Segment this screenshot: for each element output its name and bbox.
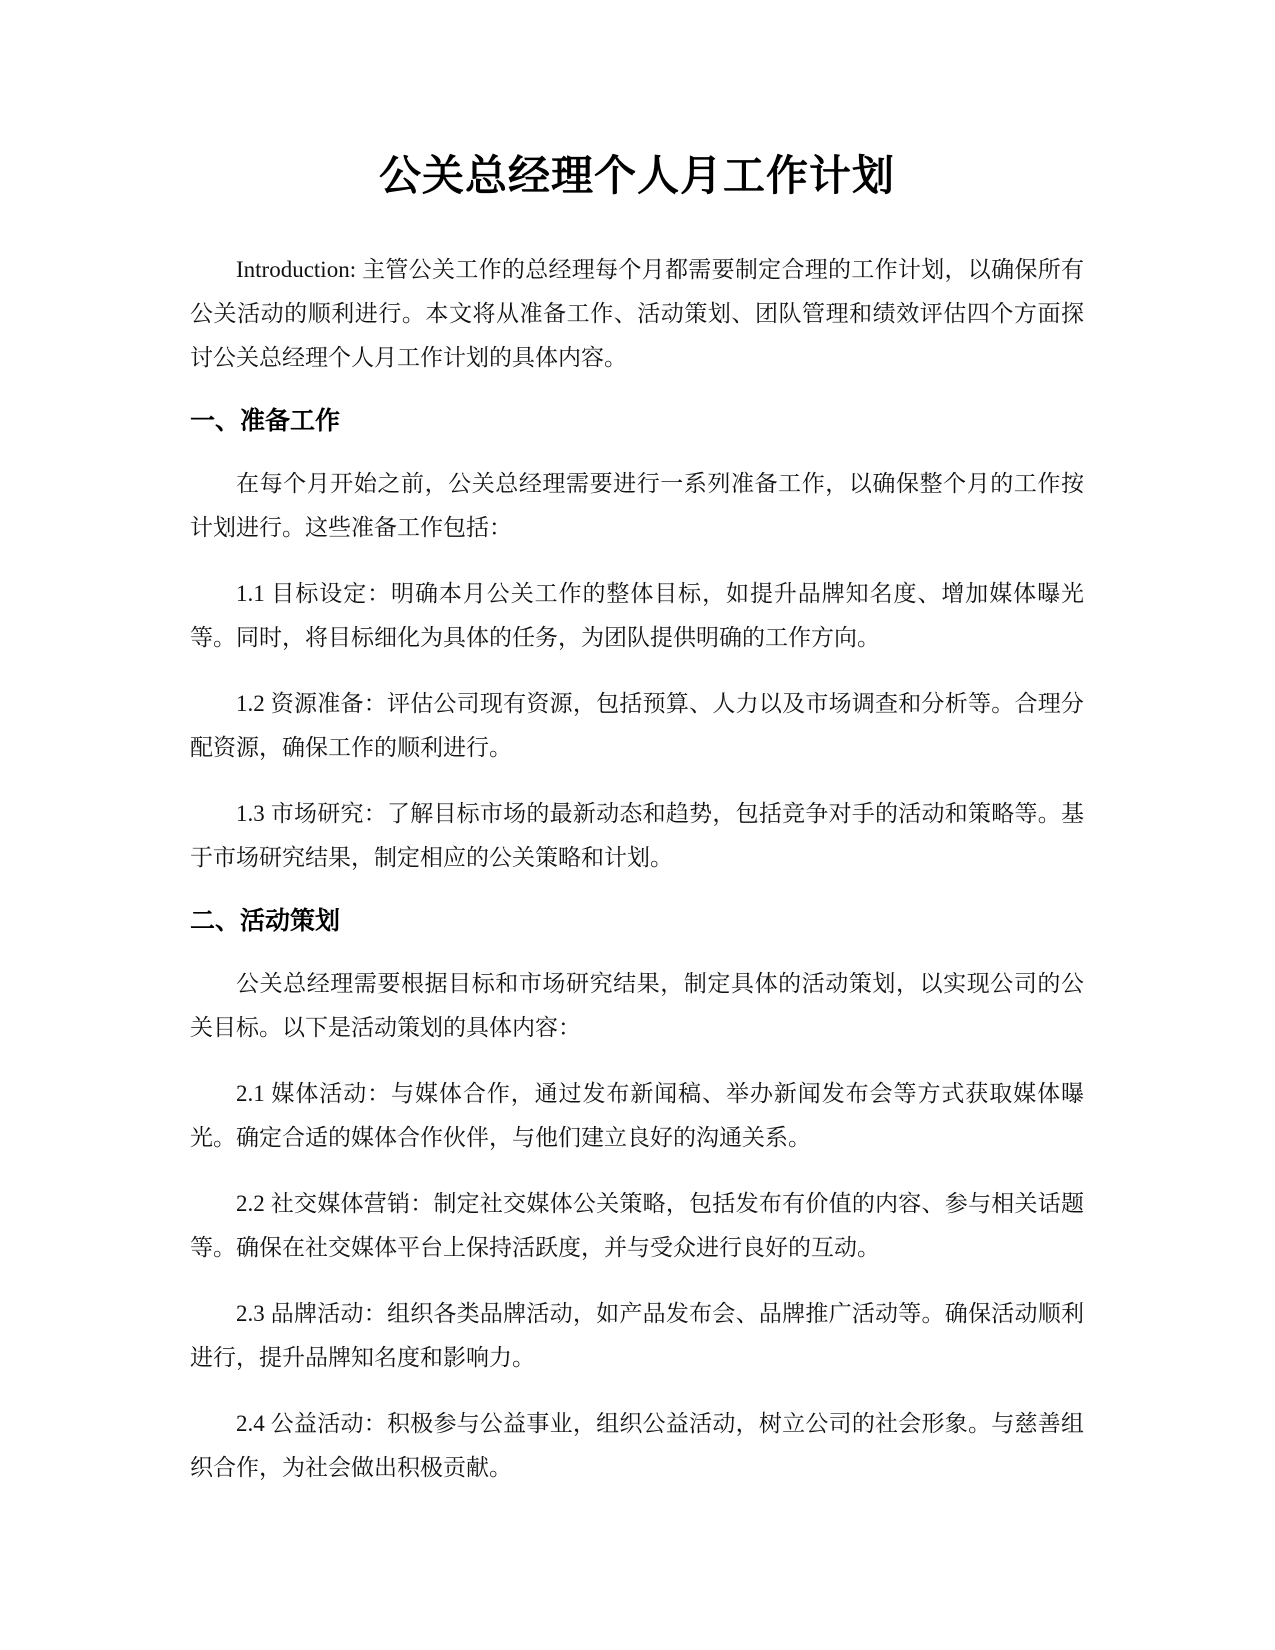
document-body: [190, 140, 1084, 1512]
section-heading-activity-planning: 二、活动策划: [190, 906, 341, 935]
paragraph: 1.1 目标设定：明确本月公关工作的整体目标，如提升品牌知名度、增加媒体曝光等。同时，将目标细化为具体的任务，为团队提供明确的工作方向。: [190, 581, 1084, 650]
paragraph: 2.2 社交媒体营销：制定社交媒体公关策略，包括发布有价值的内容、参与相关话题等。确保在社交媒体平台上保持活跃度，并与受众进行良好的互动。: [190, 1191, 1084, 1260]
paragraph: 2.3 品牌活动：组织各类品牌活动，如产品发布会、品牌推广活动等。确保活动顺利进行，提升品牌知名度和影响力。: [190, 1301, 1084, 1370]
paragraph: 1.3 市场研究：了解目标市场的最新动态和趋势，包括竞争对手的活动和策略等。基于市场研究结果，制定相应的公关策略和计划。: [190, 801, 1084, 870]
paragraph: 1.2 资源准备：评估公司现有资源，包括预算、人力以及市场调查和分析等。合理分配资源，确保工作的顺利进行。: [190, 691, 1084, 760]
paragraph: 2.1 媒体活动：与媒体合作，通过发布新闻稿、举办新闻发布会等方式获取媒体曝光。确定合适的媒体合作伙伴，与他们建立良好的沟通关系。: [190, 1081, 1084, 1150]
intro-paragraph: Introduction: 主管公关工作的总经理每个月都需要制定合理的工作计划，以确保所有公关活动的顺利进行。本文将从准备工作、活动策划、团队管理和绩效评估四个方面探讨公关总经理个人月工作计划的具体内容。: [190, 257, 1084, 370]
paragraph: 在每个月开始之前，公关总经理需要进行一系列准备工作，以确保整个月的工作按计划进行。这些准备工作包括：: [190, 471, 1084, 540]
paragraph: 2.4 公益活动：积极参与公益事业，组织公益活动，树立公司的社会形象。与慈善组织合作，为社会做出积极贡献。: [190, 1411, 1084, 1480]
section-heading-preparation: 一、准备工作: [190, 406, 341, 435]
paragraph: 公关总经理需要根据目标和市场研究结果，制定具体的活动策划，以实现公司的公关目标。以下是活动策划的具体内容：: [190, 971, 1084, 1040]
page-title: 公关总经理个人月工作计划: [378, 151, 895, 200]
